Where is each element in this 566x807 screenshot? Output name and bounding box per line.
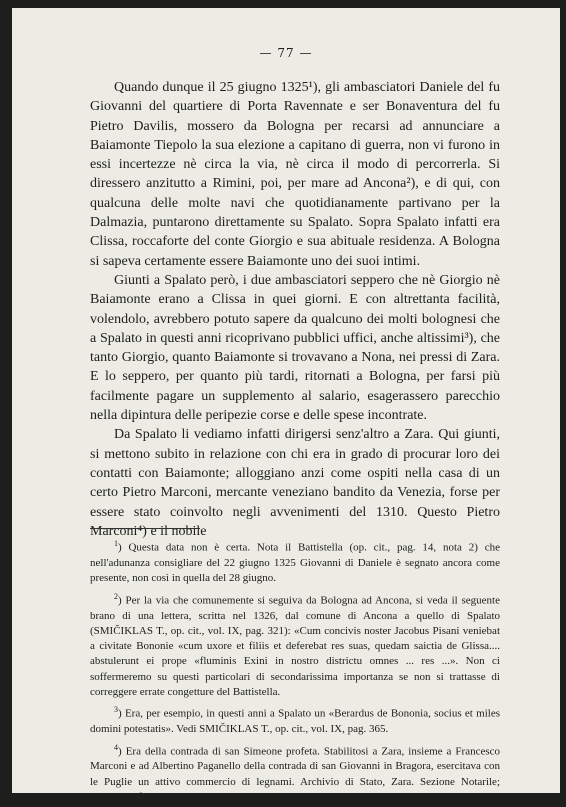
footnote: $^3$) Era, per esempio, in questi anni a Spalato un «Berardus de Bononia, socius et miles domini potestatis». Vedi SMIČIKLAS T., op. cit., vol. IX, pag. 365. <box>90 705 500 736</box>
footnote-text: Per la via che comunemente si seguiva da Bologna ad Ancona, si veda il seguente brano di una lettera, scritta nel 1326, dal comune di Ancona a quello di Spalato (SMIČIKLAS T., op. cit., vol. IX, pag. 321): «Cum concivis noster Jacobus Pisani veniebat a civitate Bononie «cum uxore et filiis et deferebat res suas, quedam saictia de Glissa.... abstulerunt ei prope «fluminis Exini in nostro districtu omnes ... res ...». Non ci soffermeremo su questi particolari di secondarissima importanza se non si trattasse di correggere errate congetture del Battistella. <box>90 594 500 698</box>
paragraph: Quando dunque il 25 giugno 1325¹), gli ambasciatori Daniele del fu Giovanni del quartiere di Porta Ravennate e ser Bonaventura del fu Pietro Davilis, mossero da Bologna per recarsi ad annunciare a Baiamonte Tiepolo la sua elezione a capitano di guerra, non vi furono in essi incertezze nè circa la via, nè circa il modo di percorrerla. Si diressero anzitutto a Rimini, poi, per mare ad Ancona²), e di qui, con qualcuna delle molte navi che quotidianamente partivano per la Dalmazia, puntarono direttamente su Spalato. Sopra Spalato infatti era Clissa, roccaforte del conte Giorgio e sua abituale residenza. A Bologna si sapeva certamente essere Baiamonte uno dei suoi intimi. <box>90 80 500 269</box>
book-page <box>12 8 560 804</box>
footnote-divider <box>90 528 200 529</box>
footnote-text: Era, per esempio, in questi anni a Spalato un «Berardus de Bononia, socius et miles domini potestatis». Vedi SMIČIKLAS T., op. cit., vol. IX, pag. 365. <box>90 707 500 736</box>
footnote: $^2$) Per la via che comunemente si seguiva da Bologna ad Ancona, si veda il seguente brano di una lettera, scritta nel 1326, dal comune di Ancona a quello di Spalato (SMIČIKLAS T., op. cit., vol. IX, pag. 321): «Cum concivis noster Jacobus Pisani veniebat a civitate Bononie «cum uxore et filiis et deferebat res suas, quedam saictia de Glissa.... abstulerunt ei prope «fluminis Exini in nostro districtu omnes ... res ...». Non ci soffermeremo su questi particolari di secondarissima importanza se non si trattasse di correggere errate congetture del Battistella. <box>90 591 500 698</box>
paragraph: Giunti a Spalato però, i due ambasciatori seppero che nè Giorgio nè Baiamonte erano a Clissa in quei giorni. E con altrettanta facilità, volendolo, avrebbero potuto sapere da qualcuno dei molti bolognesi che a Spalato in questi anni ricoprivano pubblici uffici, anche altissimi³), che tanto Giorgio, quanto Baiamonte si trovavano a Nona, nei pressi di Zara. E lo seppero, per quanto più tardi, ritornati a Bologna, per farsi più facilmente pagare un supplemento al salario, esagerassero parecchio nella dipintura delle peripezie corse e delle spese incontrate. <box>90 272 500 424</box>
footnotes <box>90 536 500 807</box>
footnote-text: Questa data non è certa. Nota il Battistella (op. cit., pag. 14, nota 2) che nell'adunanza consigliare del 22 giugno 1325 Giovanni di Daniele è segnato ancora come presente, non così in quella del 28 giugno. <box>90 541 500 585</box>
footnote: $^1$) Questa data non è certa. Nota il Battistella (op. cit., pag. 14, nota 2) che nell'adunanza consigliare del 22 giugno 1325 Giovanni di Daniele è segnato ancora come presente, non così in quella del 28 giugno. <box>90 539 500 585</box>
footnote: $^4$) Era della contrada di san Simeone profeta. Stabilitosi a Zara, insieme a Francesco Marconi e ad Albertino Paganello della contrada di san Giovanni in Bragora, esercitava con le Puglie un attivo commercio di legnami. Archivio di Stato, Zara. Sezione Notarile; protocollo frammentario d'ignoto notaio; anni 1317-1318. <box>90 742 501 804</box>
page-number: — 77 — <box>259 46 313 60</box>
footnote-text: Era della contrada di san Simeone profeta. Stabilitosi a Zara, insieme a Francesco Marconi e ad Albertino Paganello della contrada di san Giovanni in Bragora, esercitava con le Puglie un attivo commercio di legnami. Archivio di Stato, Zara. Sezione Notarile; protocollo frammentario d'ignoto notaio; anni 1317-1318. <box>90 745 501 804</box>
footnote-mark: 3 <box>114 705 118 715</box>
footnote-mark: 1 <box>114 539 118 548</box>
main-text <box>90 78 500 541</box>
paragraph: Da Spalato li vediamo infatti dirigersi senz'altro a Zara. Qui giunti, si mettono subito in relazione con chi era in grado di procurar loro dei contatti con Baiamonte; alloggiano anzi come ospiti nella casa di un certo Pietro Marconi, mercante veneziano bandito da Venezia, forse per essere stato coinvolto negli avvenimenti del 1310. Questo Pietro Marconi⁴) e il nobile <box>90 427 500 539</box>
footnote-mark: 4 <box>114 742 118 752</box>
footnote-mark: 2 <box>114 591 118 601</box>
